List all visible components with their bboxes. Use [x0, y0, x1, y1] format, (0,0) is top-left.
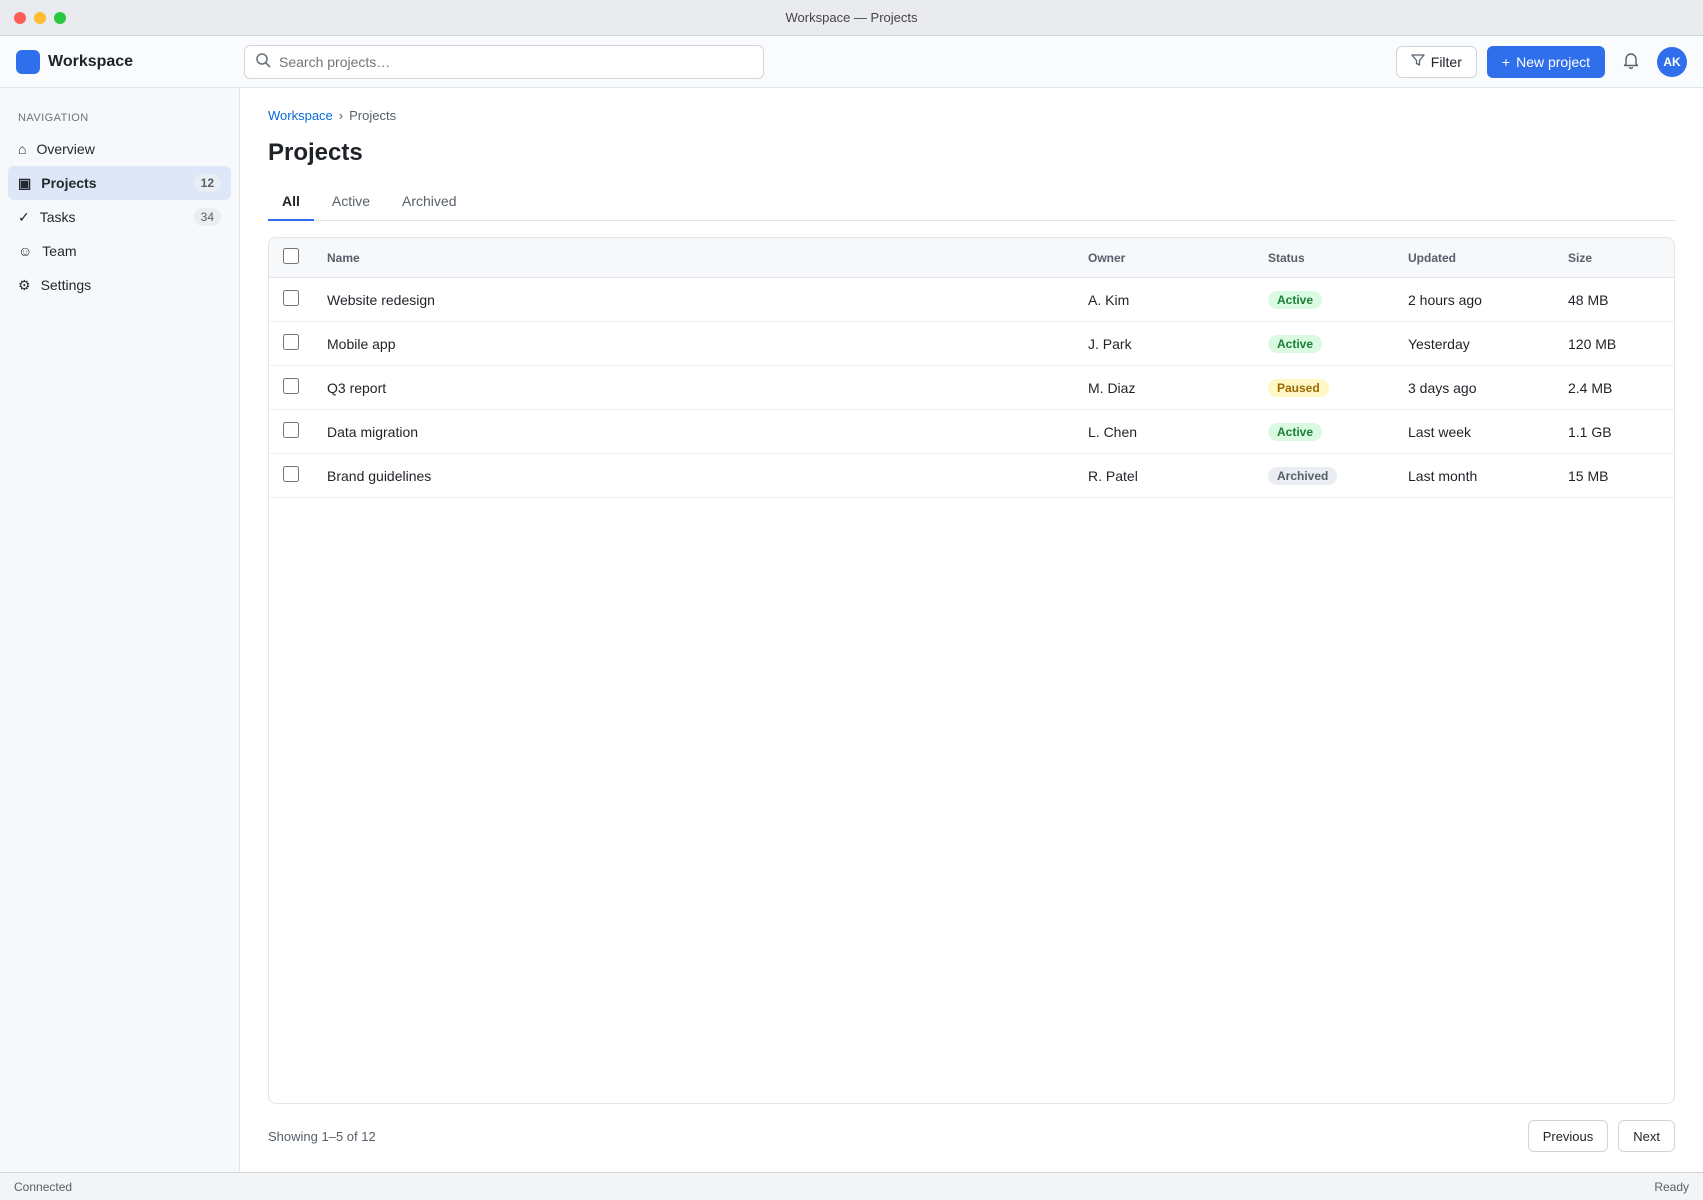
row-checkbox[interactable]	[283, 334, 299, 350]
search-box[interactable]	[244, 45, 764, 79]
row-select-cell	[269, 278, 313, 322]
content-area	[0, 88, 1703, 1172]
filter-icon	[1411, 53, 1425, 70]
new-project-button-label: New project	[1516, 53, 1590, 70]
new-project-button[interactable]	[1487, 46, 1605, 78]
cell-size: 48 MB	[1554, 278, 1674, 322]
tab-all[interactable]: All	[268, 183, 314, 221]
row-select-cell	[269, 410, 313, 454]
row-select-cell	[269, 454, 313, 498]
cell-name[interactable]: Data migration	[313, 410, 1074, 454]
cell-size: 15 MB	[1554, 454, 1674, 498]
ready-status: Ready	[1654, 1179, 1689, 1194]
row-checkbox[interactable]	[283, 422, 299, 438]
table-row[interactable]	[269, 454, 1674, 498]
sidebar-item-label: Settings	[40, 277, 92, 293]
column-header[interactable]: Owner	[1074, 238, 1254, 278]
cell-status	[1254, 410, 1394, 454]
cell-name[interactable]: Brand guidelines	[313, 454, 1074, 498]
row-select-cell	[269, 322, 313, 366]
filter-button-label: Filter	[1430, 53, 1462, 70]
search-input[interactable]	[279, 54, 753, 70]
sidebar-item-team[interactable]	[8, 234, 231, 268]
column-header[interactable]: Status	[1254, 238, 1394, 278]
home-icon: ⌂	[18, 141, 27, 157]
status-badge: Active	[1268, 335, 1322, 353]
tab-active[interactable]: Active	[318, 183, 384, 221]
projects-table	[269, 238, 1674, 498]
table-row[interactable]	[269, 322, 1674, 366]
sidebar-item-settings[interactable]	[8, 268, 231, 302]
users-icon: ☺	[18, 243, 33, 259]
sidebar	[0, 88, 240, 1172]
chevron-right-icon: ›	[338, 108, 344, 123]
cell-updated: 3 days ago	[1394, 366, 1554, 410]
column-header[interactable]: Name	[313, 238, 1074, 278]
pagination	[268, 1120, 1675, 1152]
cell-status	[1254, 322, 1394, 366]
table-body	[269, 278, 1674, 498]
cell-size: 2.4 MB	[1554, 366, 1674, 410]
sidebar-item-label: Team	[42, 243, 77, 259]
sidebar-item-tasks[interactable]	[8, 200, 231, 234]
cell-owner: A. Kim	[1074, 278, 1254, 322]
brand	[16, 50, 234, 74]
row-checkbox[interactable]	[283, 290, 299, 306]
bell-icon	[1622, 51, 1640, 72]
table-header-row	[269, 238, 1674, 278]
status-badge: Paused	[1268, 379, 1329, 397]
close-window-button[interactable]	[14, 12, 26, 24]
avatar[interactable]: AK	[1657, 47, 1687, 77]
cell-owner: R. Patel	[1074, 454, 1254, 498]
connection-status: Connected	[14, 1179, 73, 1194]
cell-updated: Yesterday	[1394, 322, 1554, 366]
cell-owner: M. Diaz	[1074, 366, 1254, 410]
sidebar-item-count: 12	[194, 174, 221, 192]
title-bar	[0, 0, 1703, 36]
cell-size: 120 MB	[1554, 322, 1674, 366]
cell-size: 1.1 GB	[1554, 410, 1674, 454]
page-header	[268, 139, 1675, 167]
column-header[interactable]: Size	[1554, 238, 1674, 278]
previous-page-button[interactable]: Previous	[1528, 1120, 1609, 1152]
cell-name[interactable]: Website redesign	[313, 278, 1074, 322]
notifications-button[interactable]	[1615, 46, 1647, 78]
window-title: Workspace — Projects	[785, 10, 918, 25]
sidebar-item-label: Projects	[41, 175, 97, 191]
breadcrumb	[268, 108, 1675, 123]
sidebar-items	[8, 132, 231, 302]
toolbar	[0, 36, 1703, 88]
logo-icon	[16, 50, 40, 74]
folder-icon: ▣	[18, 174, 32, 191]
cell-status	[1254, 366, 1394, 410]
status-badge: Archived	[1268, 467, 1337, 485]
cell-name[interactable]: Mobile app	[313, 322, 1074, 366]
pagination-summary: Showing 1–5 of 12	[268, 1128, 376, 1144]
minimize-window-button[interactable]	[34, 12, 46, 24]
cell-updated: 2 hours ago	[1394, 278, 1554, 322]
sidebar-item-count: 34	[194, 208, 221, 226]
filter-button[interactable]	[1396, 46, 1477, 78]
gear-icon: ⚙	[18, 276, 31, 293]
cell-owner: L. Chen	[1074, 410, 1254, 454]
page-title: Projects	[268, 139, 363, 166]
cell-status	[1254, 454, 1394, 498]
cell-owner: J. Park	[1074, 322, 1254, 366]
sidebar-item-label: Tasks	[39, 209, 76, 225]
status-badge: Active	[1268, 291, 1322, 309]
sidebar-item-projects[interactable]	[8, 166, 231, 200]
check-icon: ✓	[18, 208, 30, 225]
status-badge: Active	[1268, 423, 1322, 441]
table-row[interactable]	[269, 366, 1674, 410]
brand-name: Workspace	[48, 52, 134, 70]
table-row[interactable]	[269, 410, 1674, 454]
cell-name[interactable]: Q3 report	[313, 366, 1074, 410]
tab-bar	[268, 183, 1675, 221]
tab-archived[interactable]: Archived	[388, 183, 470, 221]
sidebar-item-overview[interactable]	[8, 132, 231, 166]
sidebar-section-label: NAVIGATION	[18, 112, 89, 124]
column-header[interactable]: Updated	[1394, 238, 1554, 278]
select-all-checkbox[interactable]	[283, 248, 299, 264]
status-bar	[0, 1172, 1703, 1200]
cell-updated: Last week	[1394, 410, 1554, 454]
projects-table-container	[268, 237, 1675, 1104]
cell-updated: Last month	[1394, 454, 1554, 498]
table-row[interactable]	[269, 278, 1674, 322]
breadcrumb-root-link[interactable]: Workspace	[268, 108, 333, 123]
sidebar-item-label: Overview	[36, 141, 95, 157]
window-controls	[14, 12, 66, 24]
select-all-cell	[269, 238, 313, 278]
row-checkbox[interactable]	[283, 466, 299, 482]
row-checkbox[interactable]	[283, 378, 299, 394]
maximize-window-button[interactable]	[54, 12, 66, 24]
next-page-button[interactable]: Next	[1618, 1120, 1675, 1152]
main-panel	[240, 88, 1703, 1172]
plus-icon: +	[1501, 53, 1511, 70]
row-select-cell	[269, 366, 313, 410]
search-icon	[255, 52, 271, 71]
breadcrumb-current: Projects	[349, 108, 397, 123]
cell-status	[1254, 278, 1394, 322]
